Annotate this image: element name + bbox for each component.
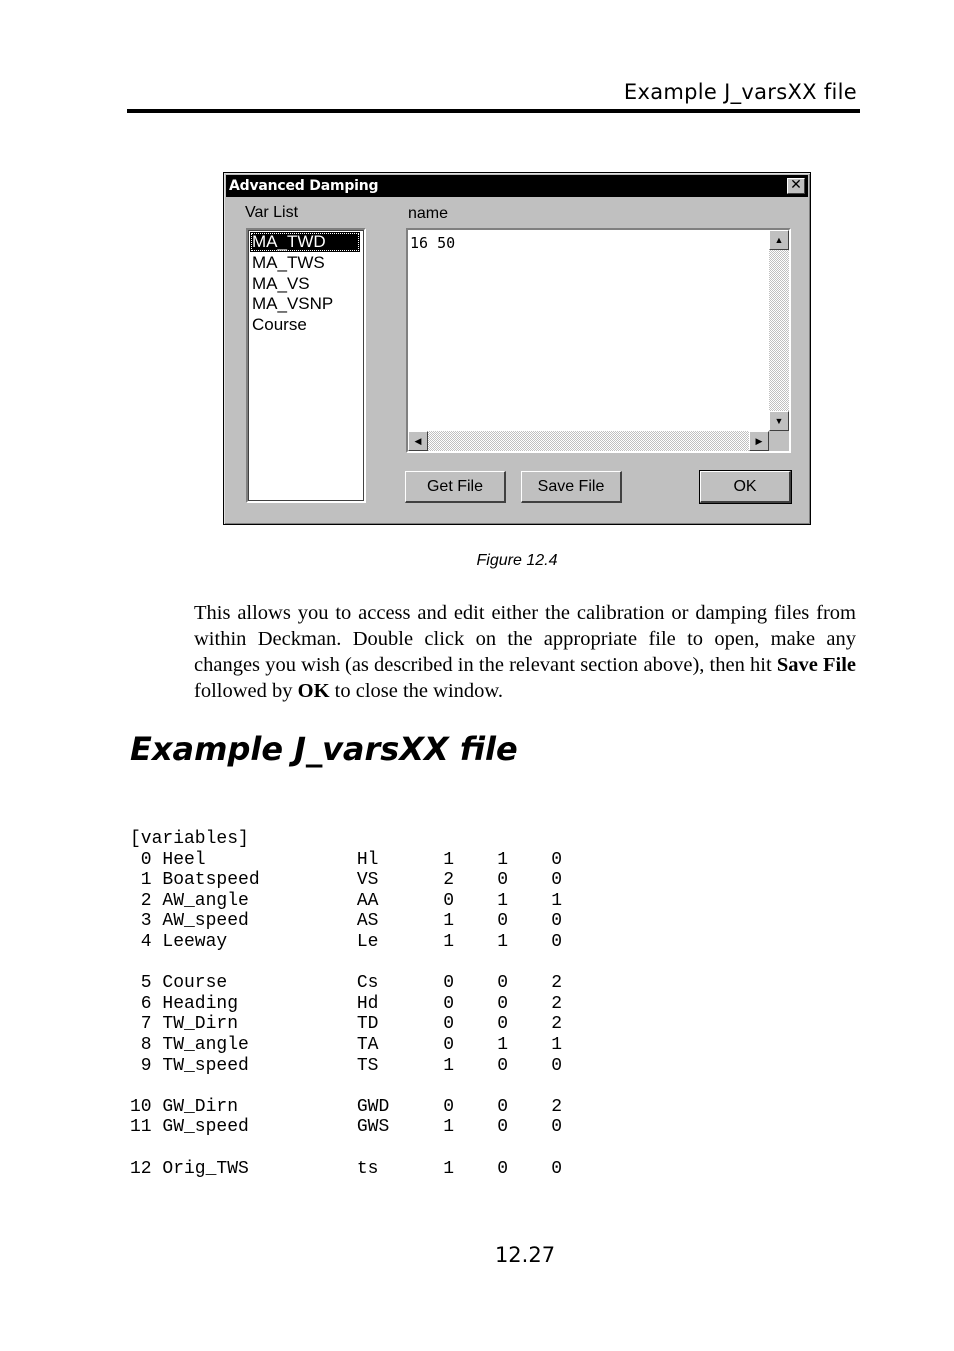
var-list[interactable]	[246, 228, 366, 503]
scroll-down-icon[interactable]: ▼	[769, 411, 789, 431]
variable-row: 4 Leeway Le 1 1 0	[130, 931, 563, 952]
vertical-scrollbar[interactable]	[769, 230, 789, 431]
variable-row: 11 GW_speed GWS 1 0 0	[130, 1117, 563, 1138]
var-list-item[interactable]: MA_TWD	[250, 232, 360, 252]
variable-row: 9 TW_speed TS 1 0 0	[130, 1055, 563, 1076]
variable-row: 2 AW_angle AA 0 1 1	[130, 890, 563, 911]
body-paragraph	[194, 600, 856, 704]
para-text: followed by	[194, 680, 298, 702]
close-button[interactable]	[787, 178, 805, 194]
save-file-button[interactable]: Save File	[521, 471, 622, 503]
para-text: to close the window.	[329, 680, 503, 702]
edit-text[interactable]: 16 50	[410, 234, 456, 252]
var-list-item[interactable]: MA_VSNP	[252, 294, 334, 314]
ok-button[interactable]: OK	[700, 471, 791, 503]
figure-caption: Figure 12.4	[476, 552, 558, 569]
para-bold-save-file: Save File	[776, 654, 857, 676]
jvars-code-listing	[130, 829, 562, 1179]
variable-row: 12 Orig_TWS ts 1 0 0	[130, 1158, 563, 1179]
variable-row: 6 Heading Hd 0 0 2	[130, 993, 563, 1014]
code-body	[130, 850, 562, 1179]
code-header: [variables]	[130, 829, 249, 849]
dialog-title: Advanced Damping	[229, 178, 379, 194]
var-list-item[interactable]: MA_TWS	[252, 252, 325, 272]
para-bold-ok: OK	[297, 680, 330, 702]
running-head: Example J_varsXX file	[623, 80, 857, 104]
variable-row: 5 Course Cs 0 0 2	[130, 973, 563, 994]
advanced-damping-dialog	[223, 172, 811, 525]
get-file-button[interactable]: Get File	[405, 471, 506, 503]
file-edit-area[interactable]	[406, 228, 791, 453]
scroll-left-icon[interactable]: ◀	[408, 431, 428, 451]
var-list-label: Var List	[245, 204, 299, 221]
variable-row: 10 GW_Dirn GWD 0 0 2	[130, 1096, 563, 1117]
section-title: Example J_varsXX file	[130, 730, 518, 768]
page-number: 12.27	[494, 1243, 556, 1267]
variable-row: 3 AW_speed AS 1 0 0	[130, 911, 563, 932]
close-icon: ✕	[790, 177, 802, 193]
scroll-right-icon[interactable]: ▶	[749, 431, 769, 451]
var-list-item[interactable]: Course	[252, 315, 307, 335]
para-text: This allows you to access and edit either the calibration or damping files from within Deckman. Double click on the appropriate file to open, make any changes you wish (as described in the relevant section above), then hit	[194, 602, 856, 676]
scroll-corner	[769, 431, 789, 451]
variable-row: 1 Boatspeed VS 2 0 0	[130, 870, 563, 891]
scroll-up-icon[interactable]: ▲	[769, 230, 789, 250]
variable-row: 0 Heel Hl 1 1 0	[130, 849, 563, 870]
name-label: name	[408, 205, 449, 222]
variable-row: 8 TW_angle TA 0 1 1	[130, 1034, 563, 1055]
horizontal-scrollbar[interactable]	[408, 431, 769, 451]
dialog-titlebar[interactable]	[226, 175, 808, 197]
header-rule	[127, 109, 860, 113]
var-list-item[interactable]: MA_VS	[252, 273, 310, 293]
variable-row: 7 TW_Dirn TD 0 0 2	[130, 1014, 563, 1035]
